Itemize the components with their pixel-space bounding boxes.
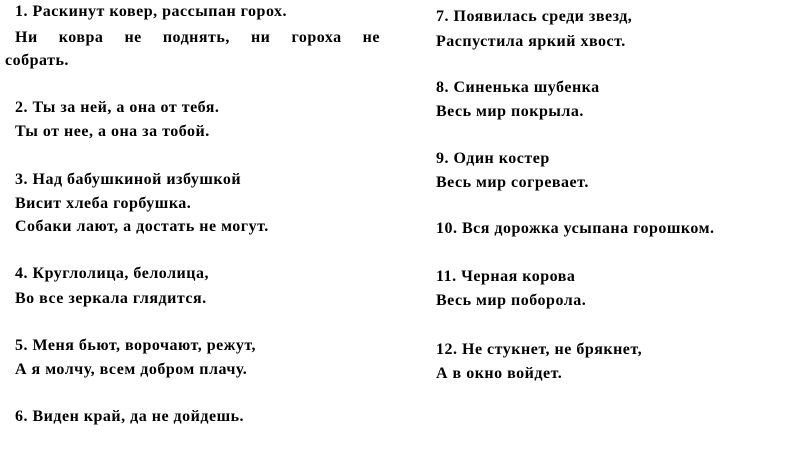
riddle-3-line-1: 3. Над бабушкиной избушкой <box>15 171 242 188</box>
riddle-3-line-2: Висит хлеба горбушка. <box>15 195 192 212</box>
riddle-6-line-1: 6. Виден край, да не дойдешь. <box>15 408 245 425</box>
riddle-12-line-1: 12. Не стукнет, не брякнет, <box>436 341 643 358</box>
riddle-4-line-1: 4. Круглолица, белолица, <box>15 265 209 282</box>
riddle-7-line-1: 7. Появилась среди звезд, <box>436 8 633 25</box>
riddle-7-line-2: Распустила яркий хвост. <box>436 33 626 50</box>
riddle-9-line-2: Весь мир согревает. <box>436 174 589 191</box>
riddle-5-line-2: А я молчу, всем добром плачу. <box>15 361 248 378</box>
riddle-2-line-2: Ты от нее, а она за тобой. <box>15 123 210 140</box>
riddle-1-line-3: собрать. <box>5 52 69 69</box>
riddle-8-line-2: Весь мир покрыла. <box>436 103 584 120</box>
riddle-10-line-1: 10. Вся дорожка усыпана горошком. <box>436 220 715 237</box>
riddle-2-line-1: 2. Ты за ней, а она от тебя. <box>15 99 220 116</box>
riddle-12-line-2: А в окно войдет. <box>436 365 563 382</box>
riddle-8-line-1: 8. Синенька шубенка <box>436 79 600 96</box>
riddle-1-line-2: Ни ковра не поднять, ни гороха не <box>15 29 380 46</box>
riddle-11-line-2: Весь мир поборола. <box>436 292 587 309</box>
riddle-1-line-1: 1. Раскинут ковер, рассыпан горох. <box>15 3 288 20</box>
riddle-4-line-2: Во все зеркала глядится. <box>15 290 207 307</box>
riddle-11-line-1: 11. Черная корова <box>436 268 576 285</box>
riddle-3-line-3: Собаки лают, а достать не могут. <box>15 218 269 235</box>
riddle-9-line-1: 9. Один костер <box>436 150 550 167</box>
riddle-5-line-1: 5. Меня бьют, ворочают, режут, <box>15 337 256 354</box>
